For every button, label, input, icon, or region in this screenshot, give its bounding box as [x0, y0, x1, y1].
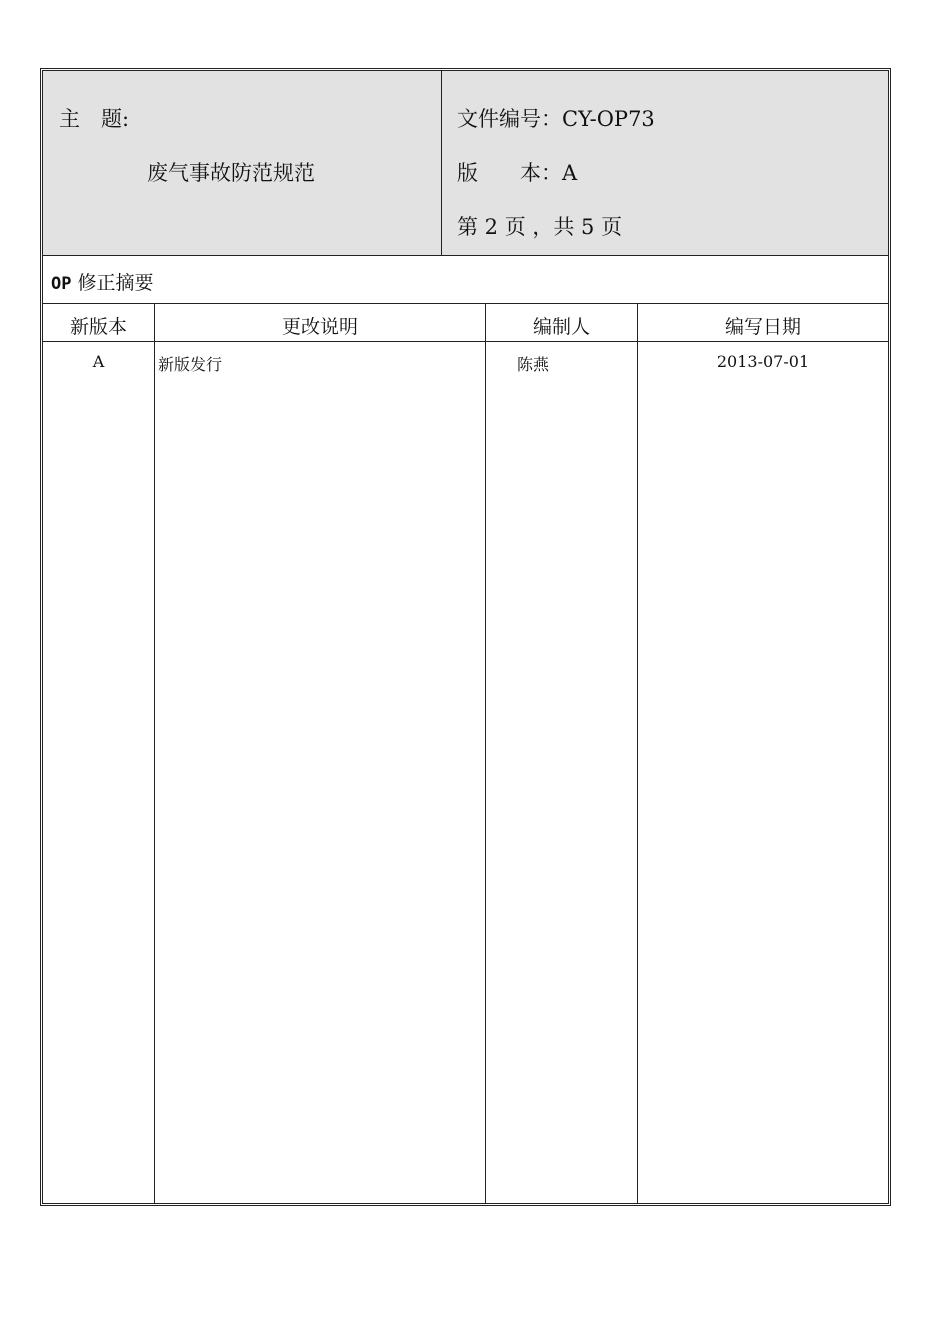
- summary-prefix: OP: [51, 274, 72, 294]
- row-date: 2013-07-01: [716, 352, 810, 371]
- column-header-author: 编制人: [532, 316, 590, 338]
- column-header-version: 新版本: [69, 316, 127, 338]
- header-divider: [441, 71, 442, 255]
- document-header: [43, 71, 888, 256]
- column-divider: [154, 304, 155, 1203]
- table-header-row: [43, 304, 888, 342]
- summary-title: [51, 268, 154, 295]
- doc-number: 文件编号：CY-OP73: [457, 107, 655, 131]
- summary-label: 修正摘要: [77, 272, 154, 294]
- doc-version: 版 本：A: [457, 161, 578, 185]
- column-divider: [485, 304, 486, 1203]
- row-description: 新版发行: [158, 355, 223, 374]
- column-header-description: 更改说明: [281, 316, 358, 338]
- row-author: 陈燕: [517, 355, 550, 374]
- subject-label: 主 题:: [59, 107, 130, 131]
- column-divider: [637, 304, 638, 1203]
- page-indicator: 第 2 页 ，共 5 页: [457, 215, 623, 239]
- row-version: A: [92, 352, 105, 371]
- document-frame: [40, 68, 891, 1206]
- column-header-date: 编写日期: [724, 316, 801, 338]
- subject-title: 废气事故防范规范: [147, 161, 315, 185]
- revision-summary-heading: [43, 256, 888, 304]
